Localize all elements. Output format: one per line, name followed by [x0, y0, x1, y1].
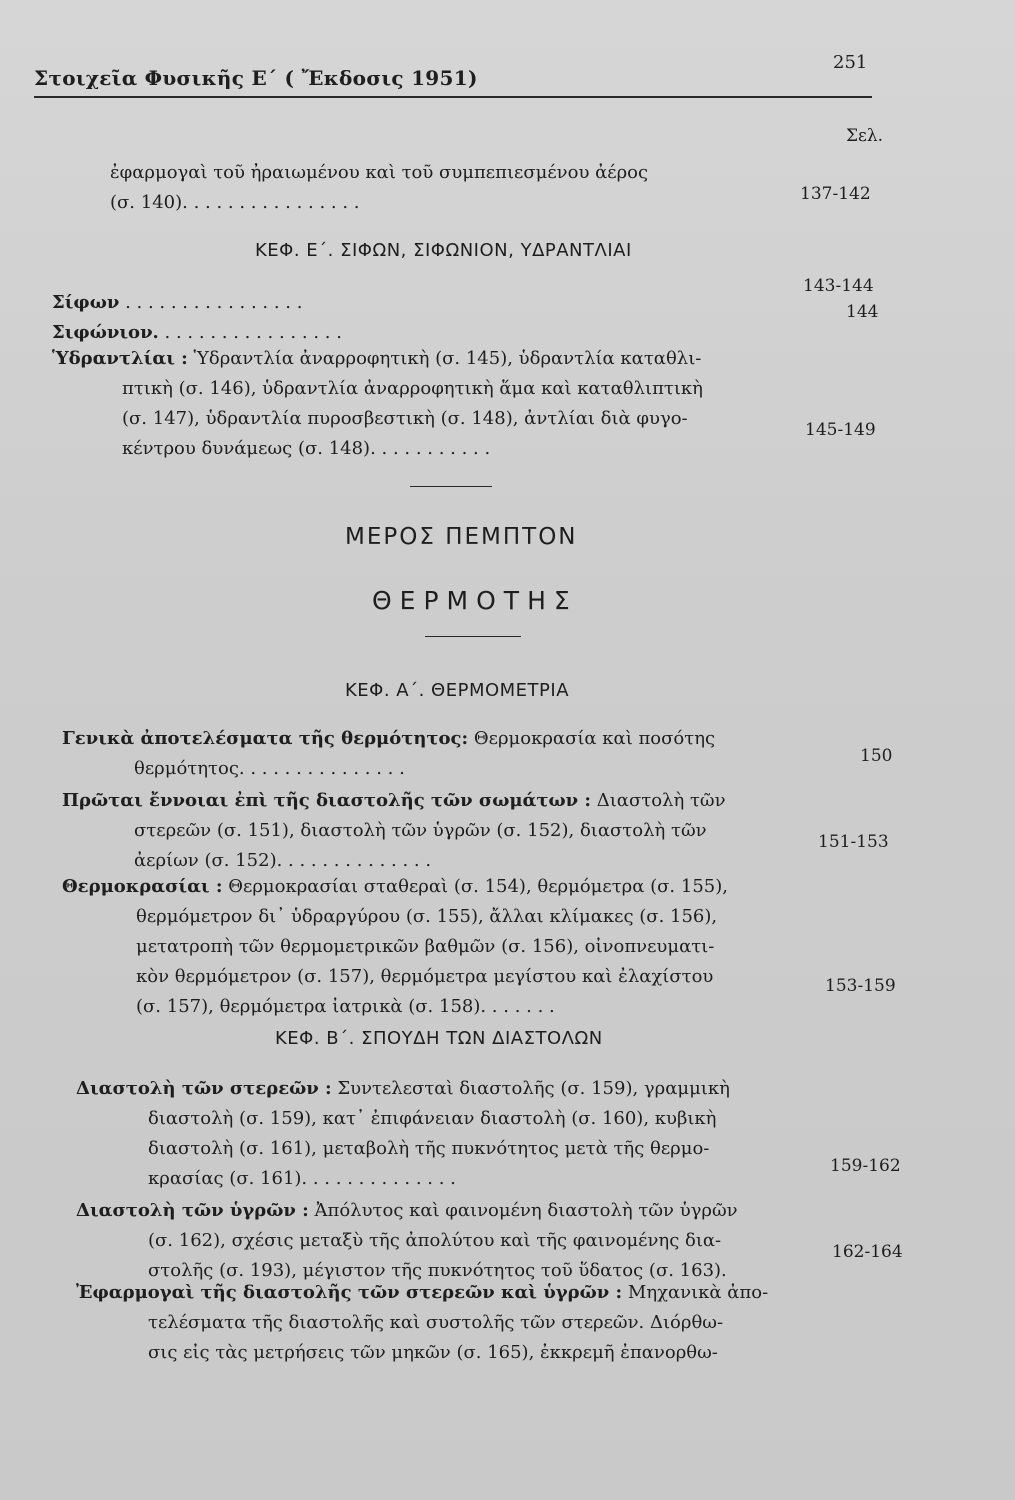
entry-line: Θερμοκρασία καὶ ποσότης: [468, 728, 716, 749]
entry-line: (σ. 162), σχέσις μεταξὺ τῆς ἀπολύτου καὶ τῆς φαινομένης δια-: [148, 1230, 722, 1251]
entry-pages: 162-164: [832, 1242, 903, 1262]
entry-line: κρασίας (σ. 161). . . . . . . . . . . . . .: [148, 1168, 456, 1189]
toc-entry-liquid-expansion: [76, 1196, 738, 1286]
entry-line: σις εἰς τὰς μετρήσεις τῶν μηκῶν (σ. 165), ἐκκρεμῆ ἐπανορθω-: [148, 1342, 718, 1363]
entry-line: Συντελεσταὶ διαστολῆς (σ. 159), γραμμικὴ: [331, 1078, 730, 1099]
entry-line: διαστολὴ (σ. 159), κατ᾽ ἐπιφάνειαν διαστολὴ (σ. 160), κυβικὴ: [148, 1108, 717, 1129]
chapter-heading-a: ΚΕΦ. Α΄. ΘΕΡΜΟΜΕΤΡΙΑ: [345, 680, 570, 701]
entry-pages: 151-153: [818, 832, 889, 852]
entry-line: θερμόμετρον δι᾽ ὑδραργύρου (σ. 155), ἄλλαι κλίμακες (σ. 156),: [136, 906, 718, 927]
entry-line: Διαστολὴ τῶν: [591, 790, 726, 811]
entry-line: Μηχανικὰ ἀπο-: [622, 1282, 769, 1303]
entry-line: (σ. 140). . . . . . . . . . . . . . . .: [110, 192, 360, 213]
entry-line: (σ. 147), ὑδραντλία πυροσβεστικὴ (σ. 148), ἀντλίαι διὰ φυγο-: [122, 408, 688, 429]
section-divider: [425, 636, 521, 637]
entry-line: διαστολὴ (σ. 161), μεταβολὴ τῆς πυκνότητος μετὰ τῆς θερμο-: [148, 1138, 710, 1159]
toc-entry-solid-expansion: [76, 1074, 730, 1194]
entry-pages: 150: [860, 746, 893, 766]
pages-column-label: Σελ.: [846, 126, 884, 146]
entry-line: μετατροπὴ τῶν θερμομετρικῶν βαθμῶν (σ. 156), οἰνοπνευματι-: [136, 936, 715, 957]
part-subject: ΘΕΡΜΟΤΗΣ: [372, 586, 578, 615]
part-title: ΜΕΡΟΣ ΠΕΜΠΤΟΝ: [345, 524, 578, 550]
entry-line: τελέσματα τῆς διαστολῆς καὶ συστολῆς τῶν στερεῶν. Διόρθω-: [148, 1312, 724, 1333]
entry-line: ἀερίων (σ. 152). . . . . . . . . . . . . .: [134, 850, 432, 871]
section-divider: [410, 486, 492, 487]
entry-line: . . . . . . . . . . . . . . . .: [119, 292, 303, 313]
page-number: 251: [833, 52, 868, 73]
entry-pages: 137-142: [800, 184, 871, 204]
entry-line: κέντρου δυνάμεως (σ. 148). . . . . . . . . . .: [122, 438, 491, 459]
toc-entry-general-effects: [62, 724, 715, 784]
entry-lead: Θερμοκρασίαι :: [62, 876, 223, 897]
chapter-heading-e: ΚΕΦ. Ε΄. ΣΙΦΩΝ, ΣΙΦΩΝΙΟΝ, ΥΔΡΑΝΤΛΙΑΙ: [255, 240, 632, 261]
entry-pages: 143-144: [803, 276, 874, 296]
toc-entry-temperatures: [62, 872, 728, 1022]
entry-lead: Σίφων: [52, 292, 120, 313]
chapter-heading-b: ΚΕΦ. Β΄. ΣΠΟΥΔΗ ΤΩΝ ΔΙΑΣΤΟΛΩΝ: [275, 1028, 603, 1049]
entry-lead: Ἐφαρμογαὶ τῆς διαστολῆς τῶν στερεῶν καὶ ὑγρῶν :: [76, 1282, 623, 1303]
entry-pages: 145-149: [805, 420, 876, 440]
entry-line: στερεῶν (σ. 151), διαστολὴ τῶν ὑγρῶν (σ. 152), διαστολὴ τῶν: [134, 820, 707, 841]
entry-lead: Πρῶται ἔννοιαι ἐπὶ τῆς διαστολῆς τῶν σωμάτων :: [62, 790, 592, 811]
entry-line: Ἀπόλυτος καὶ φαινομένη διαστολὴ τῶν ὑγρῶν: [308, 1200, 738, 1221]
entry-lead: Ὑδραντλίαι :: [52, 348, 188, 369]
toc-entry-applications: [76, 1278, 768, 1368]
entry-line: στολῆς (σ. 193), μέγιστον τῆς πυκνότητος τοῦ ὕδατος (σ. 163).: [148, 1260, 727, 1281]
entry-lead: Σιφώνιον.: [52, 322, 159, 343]
toc-entry-first-notions: [62, 786, 726, 876]
entry-line: ἐφαρμογαὶ τοῦ ἠραιωμένου καὶ τοῦ συμπεπιεσμένου ἀέρος: [110, 162, 649, 183]
entry-lead: Διαστολὴ τῶν στερεῶν :: [76, 1078, 332, 1099]
toc-entry-pumps: [52, 344, 703, 464]
entry-line: πτικὴ (σ. 146), ὑδραντλία ἀναρροφητικὴ ἅμα καὶ καταθλιπτικὴ: [122, 378, 703, 399]
entry-line: κὸν θερμόμετρον (σ. 157), θερμόμετρα μεγίστου καὶ ἐλαχίστου: [136, 966, 714, 987]
entry-pages: 153-159: [825, 976, 896, 996]
entry-line: Θερμοκρασίαι σταθεραὶ (σ. 154), θερμόμετρα (σ. 155),: [222, 876, 728, 897]
entry-line: (σ. 157), θερμόμετρα ἰατρικὰ (σ. 158). . . . . . .: [136, 996, 555, 1017]
entry-line: θερμότητος. . . . . . . . . . . . . . .: [134, 758, 405, 779]
entry-lead: Διαστολὴ τῶν ὑγρῶν :: [76, 1200, 309, 1221]
header-rule: [34, 96, 872, 98]
entry-pages: 144: [846, 302, 879, 322]
entry-line: . . . . . . . . . . . . . . . .: [158, 322, 342, 343]
entry-pages: 159-162: [830, 1156, 901, 1176]
entry-line: Ὑδραντλία ἀναρροφητικὴ (σ. 145), ὑδραντλία καταθλι-: [187, 348, 702, 369]
toc-entry-siphon: [52, 288, 302, 318]
toc-entry-compressed-air: [110, 158, 648, 218]
entry-lead: Γενικὰ ἀποτελέσματα τῆς θερμότητος:: [62, 728, 469, 749]
running-header-title: Στοιχεῖα Φυσικῆς Ε΄ ( Ἔκδοσις 1951): [34, 66, 478, 90]
